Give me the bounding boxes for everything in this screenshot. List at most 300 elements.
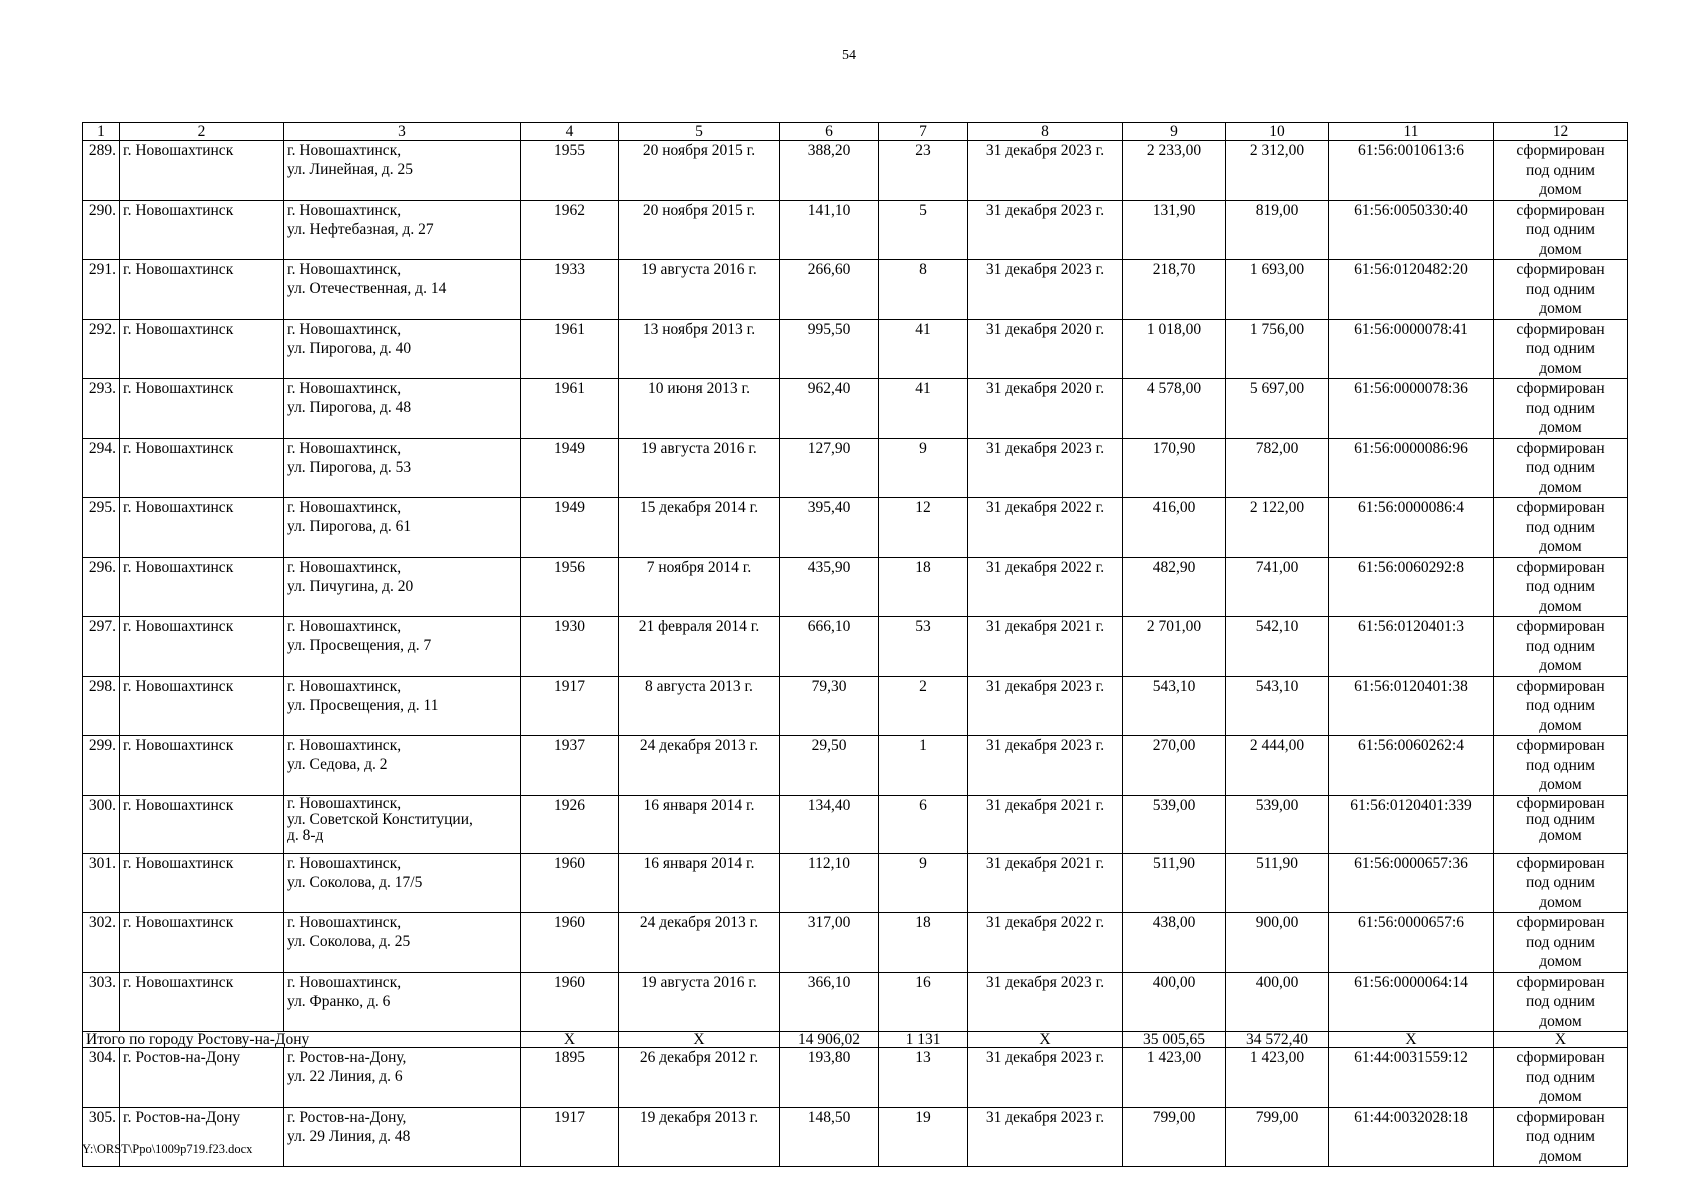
recognition-date-cell: 24 декабря 2013 г. — [619, 736, 780, 796]
address-line: ул. Пирогова, д. 40 — [287, 339, 412, 357]
address-cell — [284, 260, 521, 320]
address-cell — [284, 853, 521, 913]
cadastral-number-cell: 61:56:0000086:96 — [1329, 438, 1494, 498]
land-plot-status-cell — [1494, 200, 1628, 260]
cadastral-number-cell: 61:44:0031559:12 — [1329, 1048, 1494, 1108]
address-line: г. Новошахтинск, — [287, 261, 402, 278]
address-cell — [284, 200, 521, 260]
address-line: г. Новошахтинск, — [287, 558, 402, 576]
residents-count-cell: 9 — [879, 438, 968, 498]
recognition-date-cell: 24 декабря 2013 г. — [619, 913, 780, 973]
column-10-cell: 2 312,00 — [1226, 141, 1329, 201]
area-cell: 317,00 — [780, 913, 879, 973]
status-line: сформирован — [1516, 201, 1605, 219]
recognition-date-cell: 19 декабря 2013 г. — [619, 1107, 780, 1167]
municipality-cell: г. Новошахтинск — [120, 853, 284, 913]
recognition-date-cell: 15 декабря 2014 г. — [619, 498, 780, 558]
column-10-cell: 1 423,00 — [1226, 1048, 1329, 1108]
column-9-cell: 4 578,00 — [1123, 379, 1226, 439]
address-line: г. Новошахтинск, — [287, 677, 402, 695]
status-line: под одним — [1526, 993, 1595, 1010]
address-line: ул. Отечественная, д. 14 — [287, 280, 447, 297]
total-cell: X — [1329, 1032, 1494, 1048]
cadastral-number-cell: 61:56:0000064:14 — [1329, 972, 1494, 1032]
column-9-cell: 218,70 — [1123, 260, 1226, 320]
area-cell: 127,90 — [780, 438, 879, 498]
column-10-cell: 542,10 — [1226, 617, 1329, 677]
resettlement-deadline-cell: 31 декабря 2023 г. — [968, 676, 1123, 736]
row-number: 303. — [83, 972, 120, 1032]
status-line: под одним — [1526, 1068, 1595, 1086]
recognition-date-cell: 10 июня 2013 г. — [619, 379, 780, 439]
status-line: домом — [1539, 478, 1582, 496]
municipality-cell: г. Новошахтинск — [120, 972, 284, 1032]
address-line: ул. Нефтебазная, д. 27 — [287, 220, 434, 238]
status-line: домом — [1539, 657, 1582, 674]
total-cell: X — [968, 1032, 1123, 1048]
status-line: сформирован — [1516, 914, 1605, 931]
table-row — [83, 736, 1628, 796]
residents-count-cell: 2 — [879, 676, 968, 736]
status-line: сформирован — [1516, 261, 1605, 278]
status-line: под одним — [1526, 578, 1595, 595]
municipality-cell: г. Новошахтинск — [120, 913, 284, 973]
status-line: домом — [1539, 300, 1582, 317]
cadastral-number-cell: 61:56:0000657:36 — [1329, 853, 1494, 913]
area-cell: 29,50 — [780, 736, 879, 796]
municipality-cell: г. Новошахтинск — [120, 200, 284, 260]
status-line: домом — [1539, 419, 1582, 436]
address-line: г. Новошахтинск, — [287, 142, 402, 159]
year-built-cell: 1895 — [521, 1048, 619, 1108]
row-number: 294. — [83, 438, 120, 498]
cadastral-number-cell: 61:56:0000078:41 — [1329, 319, 1494, 379]
area-cell: 141,10 — [780, 200, 879, 260]
resettlement-deadline-cell: 31 декабря 2021 г. — [968, 795, 1123, 853]
land-plot-status-cell — [1494, 260, 1628, 320]
year-built-cell: 1961 — [521, 379, 619, 439]
municipality-cell: г. Новошахтинск — [120, 498, 284, 558]
residents-count-cell: 41 — [879, 319, 968, 379]
address-cell — [284, 1107, 521, 1167]
recognition-date-cell: 16 января 2014 г. — [619, 795, 780, 853]
residents-count-cell: 12 — [879, 498, 968, 558]
column-header: 12 — [1494, 123, 1628, 141]
cadastral-number-cell: 61:56:0000086:4 — [1329, 498, 1494, 558]
address-line: г. Ростов-на-Дону, — [287, 1049, 407, 1066]
address-line: ул. 29 Линия, д. 48 — [287, 1127, 411, 1145]
area-cell: 134,40 — [780, 795, 879, 853]
row-number: 302. — [83, 913, 120, 973]
land-plot-status-cell — [1494, 795, 1628, 853]
row-number: 299. — [83, 736, 120, 796]
land-plot-status-cell — [1494, 319, 1628, 379]
address-cell — [284, 319, 521, 379]
resettlement-deadline-cell: 31 декабря 2022 г. — [968, 557, 1123, 617]
status-line: домом — [1539, 181, 1582, 198]
table-row — [83, 617, 1628, 677]
municipality-cell: г. Новошахтинск — [120, 795, 284, 853]
column-9-cell: 511,90 — [1123, 853, 1226, 913]
table-row — [83, 200, 1628, 260]
residents-count-cell: 18 — [879, 557, 968, 617]
status-line: сформирован — [1516, 1049, 1605, 1066]
table-row — [83, 498, 1628, 558]
row-number: 296. — [83, 557, 120, 617]
column-10-cell: 799,00 — [1226, 1107, 1329, 1167]
residents-count-cell: 13 — [879, 1048, 968, 1108]
address-line: ул. Пирогова, д. 48 — [287, 399, 412, 416]
table-row — [83, 260, 1628, 320]
resettlement-deadline-cell: 31 декабря 2023 г. — [968, 972, 1123, 1032]
resettlement-deadline-cell: 31 декабря 2023 г. — [968, 736, 1123, 796]
table-row — [83, 379, 1628, 439]
column-header: 8 — [968, 123, 1123, 141]
residents-count-cell: 9 — [879, 853, 968, 913]
status-line: домом — [1539, 597, 1582, 615]
recognition-date-cell: 19 августа 2016 г. — [619, 972, 780, 1032]
table-row — [83, 141, 1628, 201]
cadastral-number-cell: 61:44:0032028:18 — [1329, 1107, 1494, 1167]
column-9-cell: 2 233,00 — [1123, 141, 1226, 201]
status-line: сформирован — [1516, 439, 1605, 457]
resettlement-deadline-cell: 31 декабря 2023 г. — [968, 438, 1123, 498]
status-line: домом — [1539, 1147, 1582, 1165]
column-9-cell: 2 701,00 — [1123, 617, 1226, 677]
area-cell: 395,40 — [780, 498, 879, 558]
area-cell: 962,40 — [780, 379, 879, 439]
column-10-cell: 1 756,00 — [1226, 319, 1329, 379]
residents-count-cell: 8 — [879, 260, 968, 320]
column-9-cell: 1 018,00 — [1123, 319, 1226, 379]
status-line: сформирован — [1516, 618, 1605, 635]
status-line: сформирован — [1516, 973, 1605, 991]
year-built-cell: 1926 — [521, 795, 619, 853]
column-header: 4 — [521, 123, 619, 141]
housing-register-table — [82, 122, 1628, 1167]
address-line: г. Новошахтинск, — [287, 973, 402, 991]
year-built-cell: 1917 — [521, 1107, 619, 1167]
status-line: сформирован — [1516, 380, 1605, 397]
column-header: 2 — [120, 123, 284, 141]
area-cell: 112,10 — [780, 853, 879, 913]
file-path-footer: Y:\ORST\Ppo\1009p719.f23.docx — [82, 1142, 253, 1156]
recognition-date-cell: 21 февраля 2014 г. — [619, 617, 780, 677]
address-line: г. Новошахтинск, — [287, 380, 402, 397]
address-cell — [284, 617, 521, 677]
status-line: под одним — [1526, 756, 1595, 774]
status-line: домом — [1539, 240, 1582, 258]
address-line: ул. Пичугина, д. 20 — [287, 577, 414, 595]
column-9-cell: 270,00 — [1123, 736, 1226, 796]
address-cell — [284, 498, 521, 558]
address-line: г. Новошахтинск, — [287, 914, 402, 931]
area-cell: 435,90 — [780, 557, 879, 617]
table-row — [83, 853, 1628, 913]
land-plot-status-cell — [1494, 557, 1628, 617]
address-cell — [284, 913, 521, 973]
status-line: под одним — [1526, 933, 1595, 951]
status-line: домом — [1539, 716, 1582, 734]
year-built-cell: 1930 — [521, 617, 619, 677]
address-line: г. Новошахтинск, — [287, 795, 402, 812]
area-cell: 193,80 — [780, 1048, 879, 1108]
column-number-row — [83, 123, 1628, 141]
land-plot-status-cell — [1494, 913, 1628, 973]
year-built-cell: 1960 — [521, 913, 619, 973]
row-number: 290. — [83, 200, 120, 260]
column-9-cell: 438,00 — [1123, 913, 1226, 973]
year-built-cell: 1960 — [521, 972, 619, 1032]
row-number: 292. — [83, 319, 120, 379]
column-10-cell: 511,90 — [1226, 853, 1329, 913]
status-line: сформирован — [1516, 499, 1605, 516]
year-built-cell: 1955 — [521, 141, 619, 201]
column-10-cell: 819,00 — [1226, 200, 1329, 260]
address-line: ул. Линейная, д. 25 — [287, 161, 414, 178]
recognition-date-cell: 16 января 2014 г. — [619, 853, 780, 913]
municipality-cell: г. Новошахтинск — [120, 736, 284, 796]
residents-count-cell: 41 — [879, 379, 968, 439]
address-line: г. Новошахтинск, — [287, 499, 402, 516]
recognition-date-cell: 8 августа 2013 г. — [619, 676, 780, 736]
address-line: г. Новошахтинск, — [287, 737, 402, 754]
page-number: 54 — [842, 48, 856, 63]
cadastral-number-cell: 61:56:0060292:8 — [1329, 557, 1494, 617]
area-cell: 366,10 — [780, 972, 879, 1032]
column-9-cell: 400,00 — [1123, 972, 1226, 1032]
row-number: 297. — [83, 617, 120, 677]
municipality-cell: г. Новошахтинск — [120, 438, 284, 498]
column-9-cell: 1 423,00 — [1123, 1048, 1226, 1108]
row-number: 304. — [83, 1048, 120, 1108]
status-line: сформирован — [1516, 142, 1605, 159]
row-number: 298. — [83, 676, 120, 736]
year-built-cell: 1956 — [521, 557, 619, 617]
status-line: сформирован — [1516, 795, 1605, 812]
recognition-date-cell: 26 декабря 2012 г. — [619, 1048, 780, 1108]
land-plot-status-cell — [1494, 379, 1628, 439]
address-line: ул. Пирогова, д. 53 — [287, 458, 412, 476]
resettlement-deadline-cell: 31 декабря 2022 г. — [968, 913, 1123, 973]
status-line: сформирован — [1516, 558, 1605, 576]
column-header: 7 — [879, 123, 968, 141]
resettlement-deadline-cell: 31 декабря 2021 г. — [968, 617, 1123, 677]
column-header: 3 — [284, 123, 521, 141]
column-10-cell: 782,00 — [1226, 438, 1329, 498]
address-line: д. 8-д — [287, 826, 324, 844]
address-line: ул. Просвещения, д. 7 — [287, 637, 432, 654]
address-line: г. Ростов-на-Дону, — [287, 1108, 407, 1126]
column-header: 9 — [1123, 123, 1226, 141]
address-line: ул. Пирогова, д. 61 — [287, 518, 412, 535]
column-header: 10 — [1226, 123, 1329, 141]
year-built-cell: 1917 — [521, 676, 619, 736]
column-10-cell: 900,00 — [1226, 913, 1329, 973]
city-total-row — [83, 1032, 1628, 1048]
resettlement-deadline-cell: 31 декабря 2020 г. — [968, 319, 1123, 379]
resettlement-deadline-cell: 31 декабря 2023 г. — [968, 200, 1123, 260]
address-line: ул. Просвещения, д. 11 — [287, 696, 439, 714]
status-line: под одним — [1526, 874, 1595, 891]
recognition-date-cell: 20 ноября 2015 г. — [619, 141, 780, 201]
cadastral-number-cell: 61:56:0010613:6 — [1329, 141, 1494, 201]
municipality-cell: г. Ростов-на-Дону — [120, 1048, 284, 1108]
status-line: под одним — [1526, 459, 1595, 476]
resettlement-deadline-cell: 31 декабря 2023 г. — [968, 1048, 1123, 1108]
column-header: 11 — [1329, 123, 1494, 141]
status-line: домом — [1539, 538, 1582, 555]
table-row — [83, 1048, 1628, 1108]
address-cell — [284, 438, 521, 498]
column-9-cell: 543,10 — [1123, 676, 1226, 736]
column-10-cell: 400,00 — [1226, 972, 1329, 1032]
land-plot-status-cell — [1494, 676, 1628, 736]
recognition-date-cell: 13 ноября 2013 г. — [619, 319, 780, 379]
address-line: г. Новошахтинск, — [287, 439, 402, 457]
cadastral-number-cell: 61:56:0120482:20 — [1329, 260, 1494, 320]
municipality-cell: г. Новошахтинск — [120, 676, 284, 736]
cadastral-number-cell: 61:56:0050330:40 — [1329, 200, 1494, 260]
total-cell: 1 131 — [879, 1032, 968, 1048]
resettlement-deadline-cell: 31 декабря 2023 г. — [968, 141, 1123, 201]
status-line: под одним — [1526, 399, 1595, 417]
status-line: сформирован — [1516, 737, 1605, 754]
year-built-cell: 1961 — [521, 319, 619, 379]
land-plot-status-cell — [1494, 1107, 1628, 1167]
column-10-cell: 539,00 — [1226, 795, 1329, 853]
status-line: сформирован — [1516, 677, 1605, 695]
row-number: 295. — [83, 498, 120, 558]
municipality-cell: г. Новошахтинск — [120, 319, 284, 379]
column-9-cell: 539,00 — [1123, 795, 1226, 853]
address-line: ул. Соколова, д. 17/5 — [287, 873, 423, 891]
column-10-cell: 543,10 — [1226, 676, 1329, 736]
table-row — [83, 795, 1628, 853]
status-line: домом — [1539, 776, 1582, 793]
year-built-cell: 1960 — [521, 853, 619, 913]
total-cell: X — [619, 1032, 780, 1048]
row-number: 300. — [83, 795, 120, 853]
municipality-cell: г. Ростов-на-Дону — [120, 1107, 284, 1167]
address-line: ул. 22 Линия, д. 6 — [287, 1068, 403, 1085]
status-line: под одним — [1526, 810, 1595, 828]
residents-count-cell: 6 — [879, 795, 968, 853]
address-line: ул. Советской Конституции, — [287, 810, 473, 828]
status-line: под одним — [1526, 1128, 1595, 1145]
land-plot-status-cell — [1494, 498, 1628, 558]
address-cell — [284, 379, 521, 439]
column-10-cell: 5 697,00 — [1226, 379, 1329, 439]
address-cell — [284, 972, 521, 1032]
column-header: 1 — [83, 123, 120, 141]
table-row — [83, 1107, 1628, 1167]
area-cell: 666,10 — [780, 617, 879, 677]
cadastral-number-cell: 61:56:0000078:36 — [1329, 379, 1494, 439]
row-number: 289. — [83, 141, 120, 201]
column-10-cell: 2 122,00 — [1226, 498, 1329, 558]
column-header: 6 — [780, 123, 879, 141]
total-cell: X — [1494, 1032, 1628, 1048]
municipality-cell: г. Новошахтинск — [120, 557, 284, 617]
address-line: г. Новошахтинск, — [287, 618, 402, 635]
row-number: 305. — [83, 1107, 120, 1167]
total-cell: 35 005,65 — [1123, 1032, 1226, 1048]
column-10-cell: 1 693,00 — [1226, 260, 1329, 320]
status-line: под одним — [1526, 340, 1595, 357]
status-line: домом — [1539, 893, 1582, 911]
cadastral-number-cell: 61:56:0120401:339 — [1329, 795, 1494, 853]
total-label: Итого по городу Ростову-на-Дону — [83, 1032, 521, 1048]
column-10-cell: 741,00 — [1226, 557, 1329, 617]
recognition-date-cell: 7 ноября 2014 г. — [619, 557, 780, 617]
address-cell — [284, 557, 521, 617]
year-built-cell: 1937 — [521, 736, 619, 796]
area-cell: 148,50 — [780, 1107, 879, 1167]
column-header: 5 — [619, 123, 780, 141]
total-cell: 34 572,40 — [1226, 1032, 1329, 1048]
address-line: ул. Соколова, д. 25 — [287, 933, 411, 950]
year-built-cell: 1962 — [521, 200, 619, 260]
status-line: под одним — [1526, 280, 1595, 298]
total-cell: 14 906,02 — [780, 1032, 879, 1048]
status-line: домом — [1539, 953, 1582, 970]
address-cell — [284, 795, 521, 853]
year-built-cell: 1933 — [521, 260, 619, 320]
table-row — [83, 676, 1628, 736]
recognition-date-cell: 19 августа 2016 г. — [619, 260, 780, 320]
table-row — [83, 913, 1628, 973]
cadastral-number-cell: 61:56:0120401:3 — [1329, 617, 1494, 677]
address-cell — [284, 676, 521, 736]
column-9-cell: 482,90 — [1123, 557, 1226, 617]
land-plot-status-cell — [1494, 736, 1628, 796]
address-cell — [284, 736, 521, 796]
status-line: сформирован — [1516, 1108, 1605, 1126]
address-line: г. Новошахтинск, — [287, 320, 402, 338]
status-line: сформирован — [1516, 854, 1605, 872]
cadastral-number-cell: 61:56:0060262:4 — [1329, 736, 1494, 796]
recognition-date-cell: 20 ноября 2015 г. — [619, 200, 780, 260]
address-line: г. Новошахтинск, — [287, 201, 402, 219]
table-row — [83, 319, 1628, 379]
land-plot-status-cell — [1494, 972, 1628, 1032]
table-row — [83, 438, 1628, 498]
area-cell: 266,60 — [780, 260, 879, 320]
land-plot-status-cell — [1494, 617, 1628, 677]
municipality-cell: г. Новошахтинск — [120, 617, 284, 677]
residents-count-cell: 23 — [879, 141, 968, 201]
total-cell: X — [521, 1032, 619, 1048]
table-row — [83, 972, 1628, 1032]
year-built-cell: 1949 — [521, 438, 619, 498]
resettlement-deadline-cell: 31 декабря 2020 г. — [968, 379, 1123, 439]
land-plot-status-cell — [1494, 1048, 1628, 1108]
residents-count-cell: 53 — [879, 617, 968, 677]
cadastral-number-cell: 61:56:0120401:38 — [1329, 676, 1494, 736]
address-cell — [284, 141, 521, 201]
cadastral-number-cell: 61:56:0000657:6 — [1329, 913, 1494, 973]
municipality-cell: г. Новошахтинск — [120, 379, 284, 439]
status-line: домом — [1539, 1088, 1582, 1105]
address-line: г. Новошахтинск, — [287, 854, 402, 872]
recognition-date-cell: 19 августа 2016 г. — [619, 438, 780, 498]
column-10-cell: 2 444,00 — [1226, 736, 1329, 796]
status-line: под одним — [1526, 697, 1595, 714]
area-cell: 995,50 — [780, 319, 879, 379]
resettlement-deadline-cell: 31 декабря 2023 г. — [968, 260, 1123, 320]
status-line: под одним — [1526, 221, 1595, 238]
